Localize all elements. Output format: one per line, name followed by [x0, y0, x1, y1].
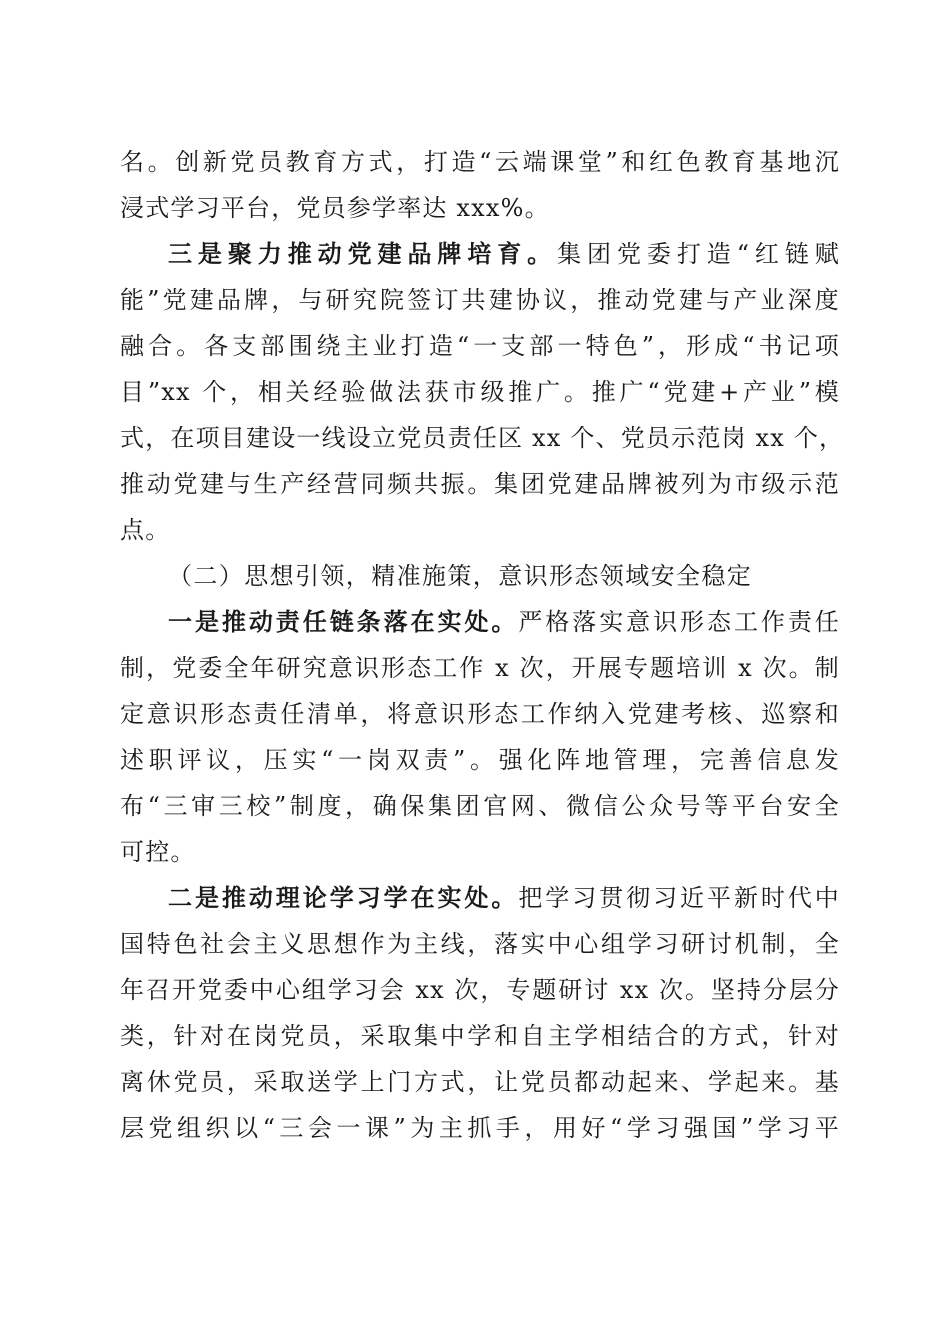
paragraph-line: 类，针对在岗党员，采取集中学和自主学相结合的方式，针对: [120, 1022, 840, 1050]
paragraph-line-lead: [168, 231, 840, 277]
paragraph-line: 离休党员，采取送学上门方式，让党员都动起来、学起来。基: [120, 1068, 840, 1096]
paragraph-line: 目”xx 个，相关经验做法获市级推广。推广“党建+产业”模: [120, 378, 840, 406]
paragraph-line: 层党组织以“三会一课”为主抓手，用好“学习强国”学习平: [120, 1114, 840, 1142]
paragraph-line: 定意识形态责任清单，将意识形态工作纳入党建考核、巡察和: [120, 700, 840, 728]
paragraph-line: 点。: [120, 516, 171, 544]
paragraph-lead-text: 把学习贯彻习近平新时代中: [518, 884, 840, 912]
section-heading: （二）思想引领，精准施策，意识形态领域安全稳定: [168, 562, 753, 590]
paragraph-line: 名。创新党员教育方式，打造“云端课堂”和红色教育基地沉: [120, 148, 840, 176]
paragraph-line: 年召开党委中心组学习会 xx 次，专题研讨 xx 次。坚持分层分: [120, 976, 840, 1004]
paragraph-line: 述职评议，压实“一岗双责”。强化阵地管理，完善信息发: [120, 746, 840, 774]
paragraph-line-lead: [168, 875, 840, 921]
paragraph-line: 布“三审三校”制度，确保集团官网、微信公众号等平台安全: [120, 792, 840, 820]
paragraph-line-lead: [168, 599, 840, 645]
paragraph-line: 浸式学习平台，党员参学率达 xxx%。: [120, 194, 550, 222]
paragraph-line: 式，在项目建设一线设立党员责任区 xx 个、党员示范岗 xx 个，: [120, 424, 845, 452]
paragraph-line: 能”党建品牌，与研究院签订共建协议，推动党建与产业深度: [120, 286, 840, 314]
paragraph-line: 国特色社会主义思想作为主线，落实中心组学习研讨机制，全: [120, 930, 840, 958]
paragraph-line: 推动党建与生产经营同频共振。集团党建品牌被列为市级示范: [120, 470, 840, 498]
paragraph-line: 制，党委全年研究意识形态工作 x 次，开展专题培训 x 次。制: [120, 654, 840, 682]
paragraph-lead-heading: 一是推动责任链条落在实处。: [168, 607, 519, 636]
paragraph-line: 融合。各支部围绕主业打造“一支部一特色”，形成“书记项: [120, 332, 840, 360]
paragraph-lead-text: 严格落实意识形态工作责任: [518, 608, 840, 636]
paragraph-lead-text: 集团党委打造“红链赋: [557, 240, 840, 268]
paragraph-line: 可控。: [120, 838, 196, 866]
paragraph-lead-heading: 三是聚力推动党建品牌培育。: [168, 239, 558, 268]
paragraph-lead-heading: 二是推动理论学习学在实处。: [168, 883, 519, 912]
